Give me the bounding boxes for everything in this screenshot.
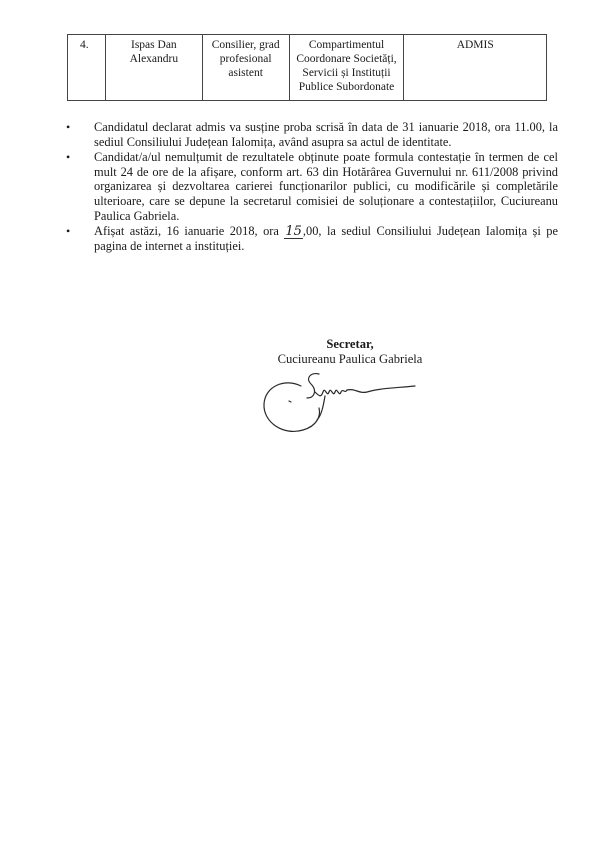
bullet-icon: • xyxy=(66,224,71,239)
handwritten-hour: 15 xyxy=(285,224,302,240)
list-item xyxy=(66,120,558,149)
notes-list xyxy=(66,120,558,255)
handwritten-signature-icon xyxy=(255,368,425,440)
note-posted-after: ,00, la sediul Consiliului Județean Ialomița și pe pagina de internet a instituției. xyxy=(94,224,558,254)
note-contestation: Candidat/a/ul nemulțumit de rezultatele obținute poate formula contestație în termen de cel mult 24 de ore de la afișare, conform art. 63 din Hotărârea Guvernului nr. 611/2008 privind organizarea și dezvoltarea carierei funcționarilor publici, cu modificările și completările ulterioare, care se depune la secretarul comisiei de soluționare a contestațiilor, Cuciureanu Paulica Gabriela. xyxy=(94,150,558,223)
cell-candidate-name: Ispas Dan Alexandru xyxy=(105,35,202,101)
cell-number: 4. xyxy=(68,35,106,101)
list-item xyxy=(66,224,558,254)
cell-result: ADMIS xyxy=(404,35,547,101)
note-exam-date: Candidatul declarat admis va susține proba scrisă în data de 31 ianuarie 2018, ora 11.00, la sediul Consiliului Județean Ialomița, având asupra sa actul de identitate. xyxy=(94,120,558,149)
secretary-name: Cuciureanu Paulica Gabriela xyxy=(277,352,423,366)
secretary-role: Secretar, xyxy=(326,337,374,351)
table-row xyxy=(68,35,547,101)
note-posted-before: Afișat astăzi, 16 ianuarie 2018, ora xyxy=(94,224,279,239)
cell-department: Compartimentul Coordonare Societăți, Servicii și Instituții Publice Subordonate xyxy=(289,35,404,101)
signature-block xyxy=(200,337,500,367)
bullet-icon: • xyxy=(66,120,71,134)
results-table xyxy=(67,34,547,101)
bullet-icon: • xyxy=(66,150,71,165)
cell-function: Consilier, grad profesional asistent xyxy=(202,35,289,101)
list-item xyxy=(66,150,558,223)
